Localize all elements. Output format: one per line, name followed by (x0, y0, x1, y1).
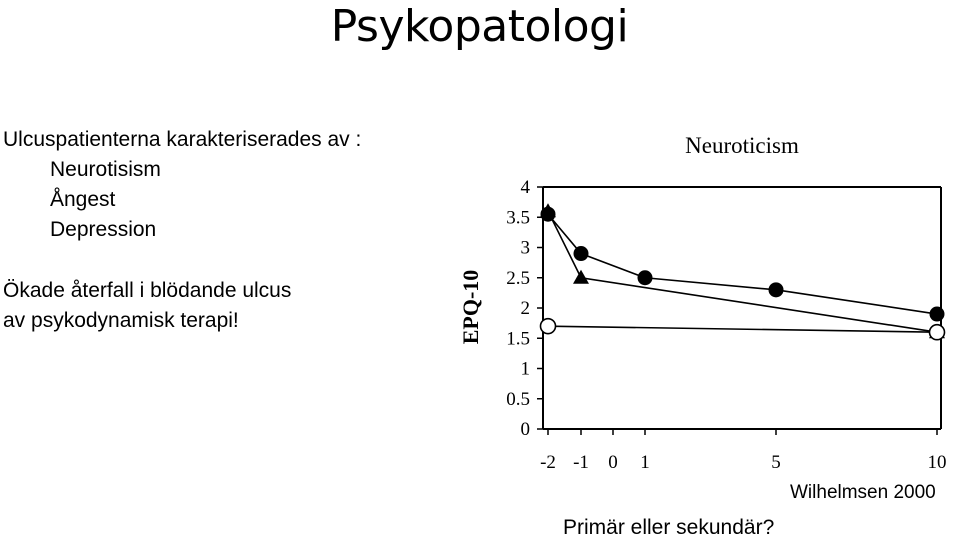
x-tick-label: 0 (608, 452, 618, 473)
bullet-sub-depression: Depression (50, 218, 157, 241)
question-text: Primär eller sekundär? (563, 516, 775, 539)
citation: Wilhelmsen 2000 (790, 482, 936, 503)
neuroticism-chart (440, 125, 950, 475)
y-tick-label: 1 (520, 358, 530, 380)
filled-circle-marker (574, 246, 589, 261)
y-tick-label: 2.5 (506, 267, 530, 289)
slide-title: Psykopatologi (330, 1, 629, 52)
bullet-main-1: Ulcuspatienterna karakteriserades av : (3, 128, 362, 151)
x-tick-label: 10 (927, 452, 947, 473)
x-tick-label: -1 (573, 452, 589, 473)
series-line-circle-open (548, 326, 937, 332)
triangle-marker (573, 270, 589, 284)
series-line-circle-filled (548, 214, 937, 314)
y-tick-label: 0.5 (506, 388, 530, 410)
open-circle-marker (930, 325, 945, 340)
filled-circle-marker (769, 282, 784, 297)
bullet-sub-angest: Ångest (50, 188, 116, 211)
chart-title: Neuroticism (685, 133, 799, 158)
y-tick-label: 3.5 (506, 207, 530, 229)
y-tick-label: 3 (520, 237, 530, 259)
bullet-sub-neurotisism: Neurotisism (50, 158, 161, 181)
filled-circle-marker (638, 270, 653, 285)
bullet-main-2-line-2: av psykodynamisk terapi! (3, 309, 239, 332)
y-tick-label: 1.5 (506, 328, 530, 350)
y-tick-label: 2 (520, 298, 530, 319)
filled-circle-marker (930, 307, 945, 322)
x-tick-label: -2 (540, 452, 556, 473)
y-tick-label: 4 (520, 177, 530, 198)
y-axis-label: EPQ-10 (458, 269, 483, 345)
open-circle-marker (541, 319, 556, 334)
y-tick-label: 0 (520, 419, 530, 440)
x-tick-label: 1 (640, 452, 650, 473)
plot-area (506, 177, 946, 473)
x-tick-label: 5 (771, 452, 781, 473)
bullet-main-2-line-1: Ökade återfall i blödande ulcus (3, 279, 292, 302)
series-line-triangle-filled (548, 211, 937, 332)
